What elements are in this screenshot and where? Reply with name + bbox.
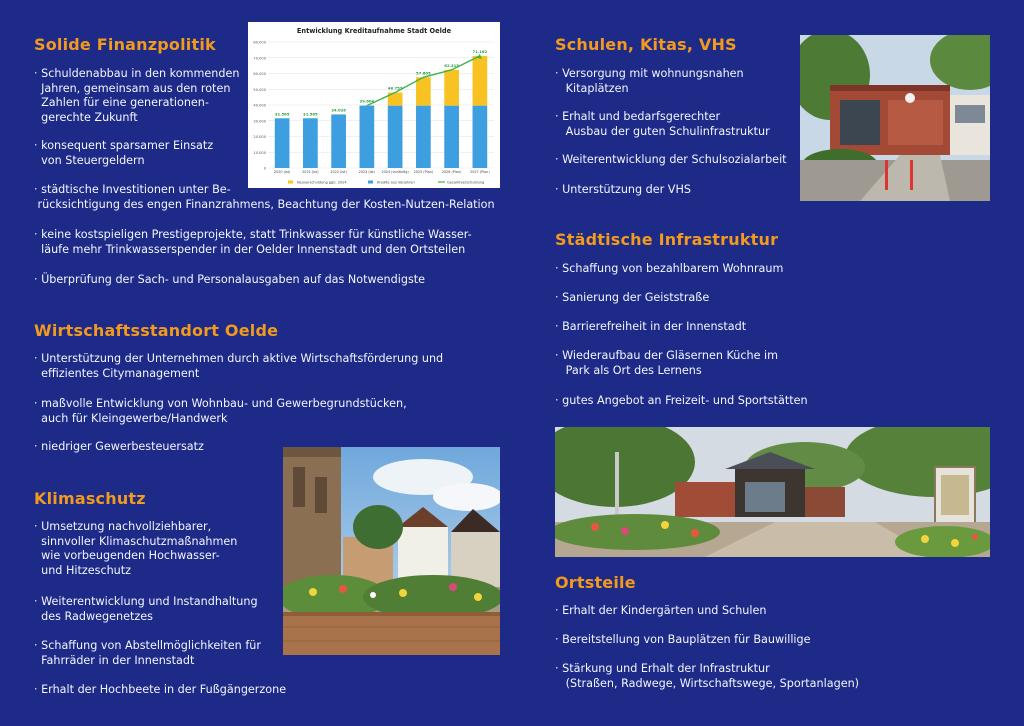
list-item: · Schaffung von bezahlbarem Wohnraum [555,262,784,275]
data-label: 48.757 [387,85,403,91]
x-tick-label: 2022 (Ist) [330,170,347,174]
list-item: · Überprüfung der Sach- und Personalausgaben auf das Notwendigste [34,273,426,286]
list-item: · Schaffung von Abstellmöglichkeiten für Fahrräder in der Innenstadt [34,639,261,667]
y-tick-label: 50.000 [253,87,266,92]
bar-neuverschuldung [473,56,488,106]
list-item: · Bereitstellung von Bauplätzen für Bauwillige [555,633,811,646]
data-label: 34.026 [331,107,346,113]
list-item: · Wiederaufbau der Gläsernen Küche im Park als Ort des Lernens [555,349,779,377]
list-item: · niedriger Gewerbesteuersatz [34,440,204,453]
data-label: 62.315 [444,62,459,68]
legend-label: Gesamtverschuldung [447,180,485,185]
x-tick-label: 2026 (Plan) [441,170,462,174]
bar-kredite-vorjahre [444,106,459,168]
y-tick-label: 0 [263,166,266,171]
bar-neuverschuldung [416,77,431,105]
legend-label: Kredite aus Vorjahren [377,180,415,185]
y-tick-label: 20.000 [253,135,266,139]
x-tick-label: 2025 (Plan) [413,170,434,174]
heading-staedtische-infrastruktur: Städtische Infrastruktur [555,230,779,249]
y-tick-label: 70.000 [253,56,266,61]
list-item: · Weiterentwicklung und Instandhaltung des Radwegenetzes [34,595,258,623]
data-label: 31.565 [303,111,318,117]
list-item: · Unterstützung der Unternehmen durch aktive Wirtschaftsförderung und effizientes Citymanagement [34,352,444,380]
list-item: · Stärkung und Erhalt der Infrastruktur (Straßen, Radwege, Wirtschaftswege, Sportanlagen) [555,662,860,690]
list-item: · Unterstützung der VHS [555,183,691,196]
bar-kredite-vorjahre [360,106,375,168]
list-item: · Umsetzung nachvollziehbarer, sinnvoller Klimaschutzmaßnahmen wie vorbeugenden Hochwasser- und Hitzeschutz [34,520,238,577]
heading-ortsteile: Ortsteile [555,573,636,592]
list-item: · gutes Angebot an Freizeit- und Sportstätten [555,394,808,407]
data-label: 31.565 [274,111,290,117]
x-tick-label: 2021 (Ist) [302,170,319,174]
x-tick-label: 2027 (Plan) [470,170,490,174]
heading-finanzpolitik: Solide Finanzpolitik [34,35,216,54]
photo-innenstadt-hochbeete [283,447,500,655]
list-item: · Weiterentwicklung der Schulsozialarbeit [555,153,787,166]
list-item: · Erhalt der Kindergärten und Schulen [555,604,767,617]
list-item: · Erhalt der Hochbeete in der Fußgängerzone [34,683,287,696]
list-item: · maßvolle Entwicklung von Wohnbau- und Gewerbegrundstücken, auch für Kleingewerbe/Handwerk [34,397,407,425]
data-label: 57.605 [416,70,431,76]
y-tick-label: 10.000 [253,150,266,155]
y-tick-label: 30.000 [253,119,266,124]
bar-neuverschuldung [444,70,459,106]
bar-kredite-vorjahre [331,114,346,168]
y-tick-label: 80.000 [253,40,266,45]
chart-kreditaufnahme [248,22,500,188]
list-item: · Erhalt und bedarfsgerechter Ausbau der guten Schulinfrastruktur [555,110,770,138]
y-tick-label: 40.000 [253,103,266,108]
list-item: · Sanierung der Geiststraße [555,291,710,304]
x-tick-label: 2023 (Ist) [358,170,376,174]
legend-label: Neuverschuldung ggü. 2024 [297,180,347,185]
heading-klimaschutz: Klimaschutz [34,489,146,508]
bar-kredite-vorjahre [303,118,318,168]
list-item: · städtische Investitionen unter Be- rücksichtigung des engen Finanzrahmens, Beachtung der Kosten-Nutzen-Relation [34,183,495,211]
photo-schulgebaeude [800,35,990,201]
heading-wirtschaftsstandort: Wirtschaftsstandort Oelde [34,321,279,340]
legend-swatch [288,181,293,184]
legend-swatch [368,181,373,184]
y-tick-label: 60.000 [253,72,266,76]
chart-title: Entwicklung Kreditaufnahme Stadt Oelde [296,27,452,35]
x-tick-label: 2024 (vorläufig) [381,170,409,174]
data-label: 71.162 [472,48,488,54]
list-item: · Barrierefreiheit in der Innenstadt [555,320,747,333]
list-item: · Versorgung mit wohnungsnahen Kitaplätzen [555,67,744,95]
list-item: · konsequent sparsamer Einsatz von Steuergeldern [34,139,214,167]
bar-kredite-vorjahre [275,118,290,168]
bar-kredite-vorjahre [416,106,431,168]
chart-svg [248,22,500,188]
list-item: · Schuldenabbau in den kommenden Jahren, gemeinsam aus den roten Zahlen für eine generationen- gerechte Zukunft [34,67,240,124]
bar-kredite-vorjahre [473,106,488,168]
photo-park-gebaeude [555,427,990,557]
bar-kredite-vorjahre [388,106,403,168]
data-label: 39.604 [359,98,375,104]
list-item: · keine kostspieligen Prestigeprojekte, statt Trinkwasser für künstliche Wasser- läufe mehr Trinkwasserspender in der Oelder Innenstadt und den Ortsteilen [34,228,472,256]
x-tick-label: 2020 (Ist) [273,170,291,174]
heading-schulen-kitas-vhs: Schulen, Kitas, VHS [555,35,737,54]
